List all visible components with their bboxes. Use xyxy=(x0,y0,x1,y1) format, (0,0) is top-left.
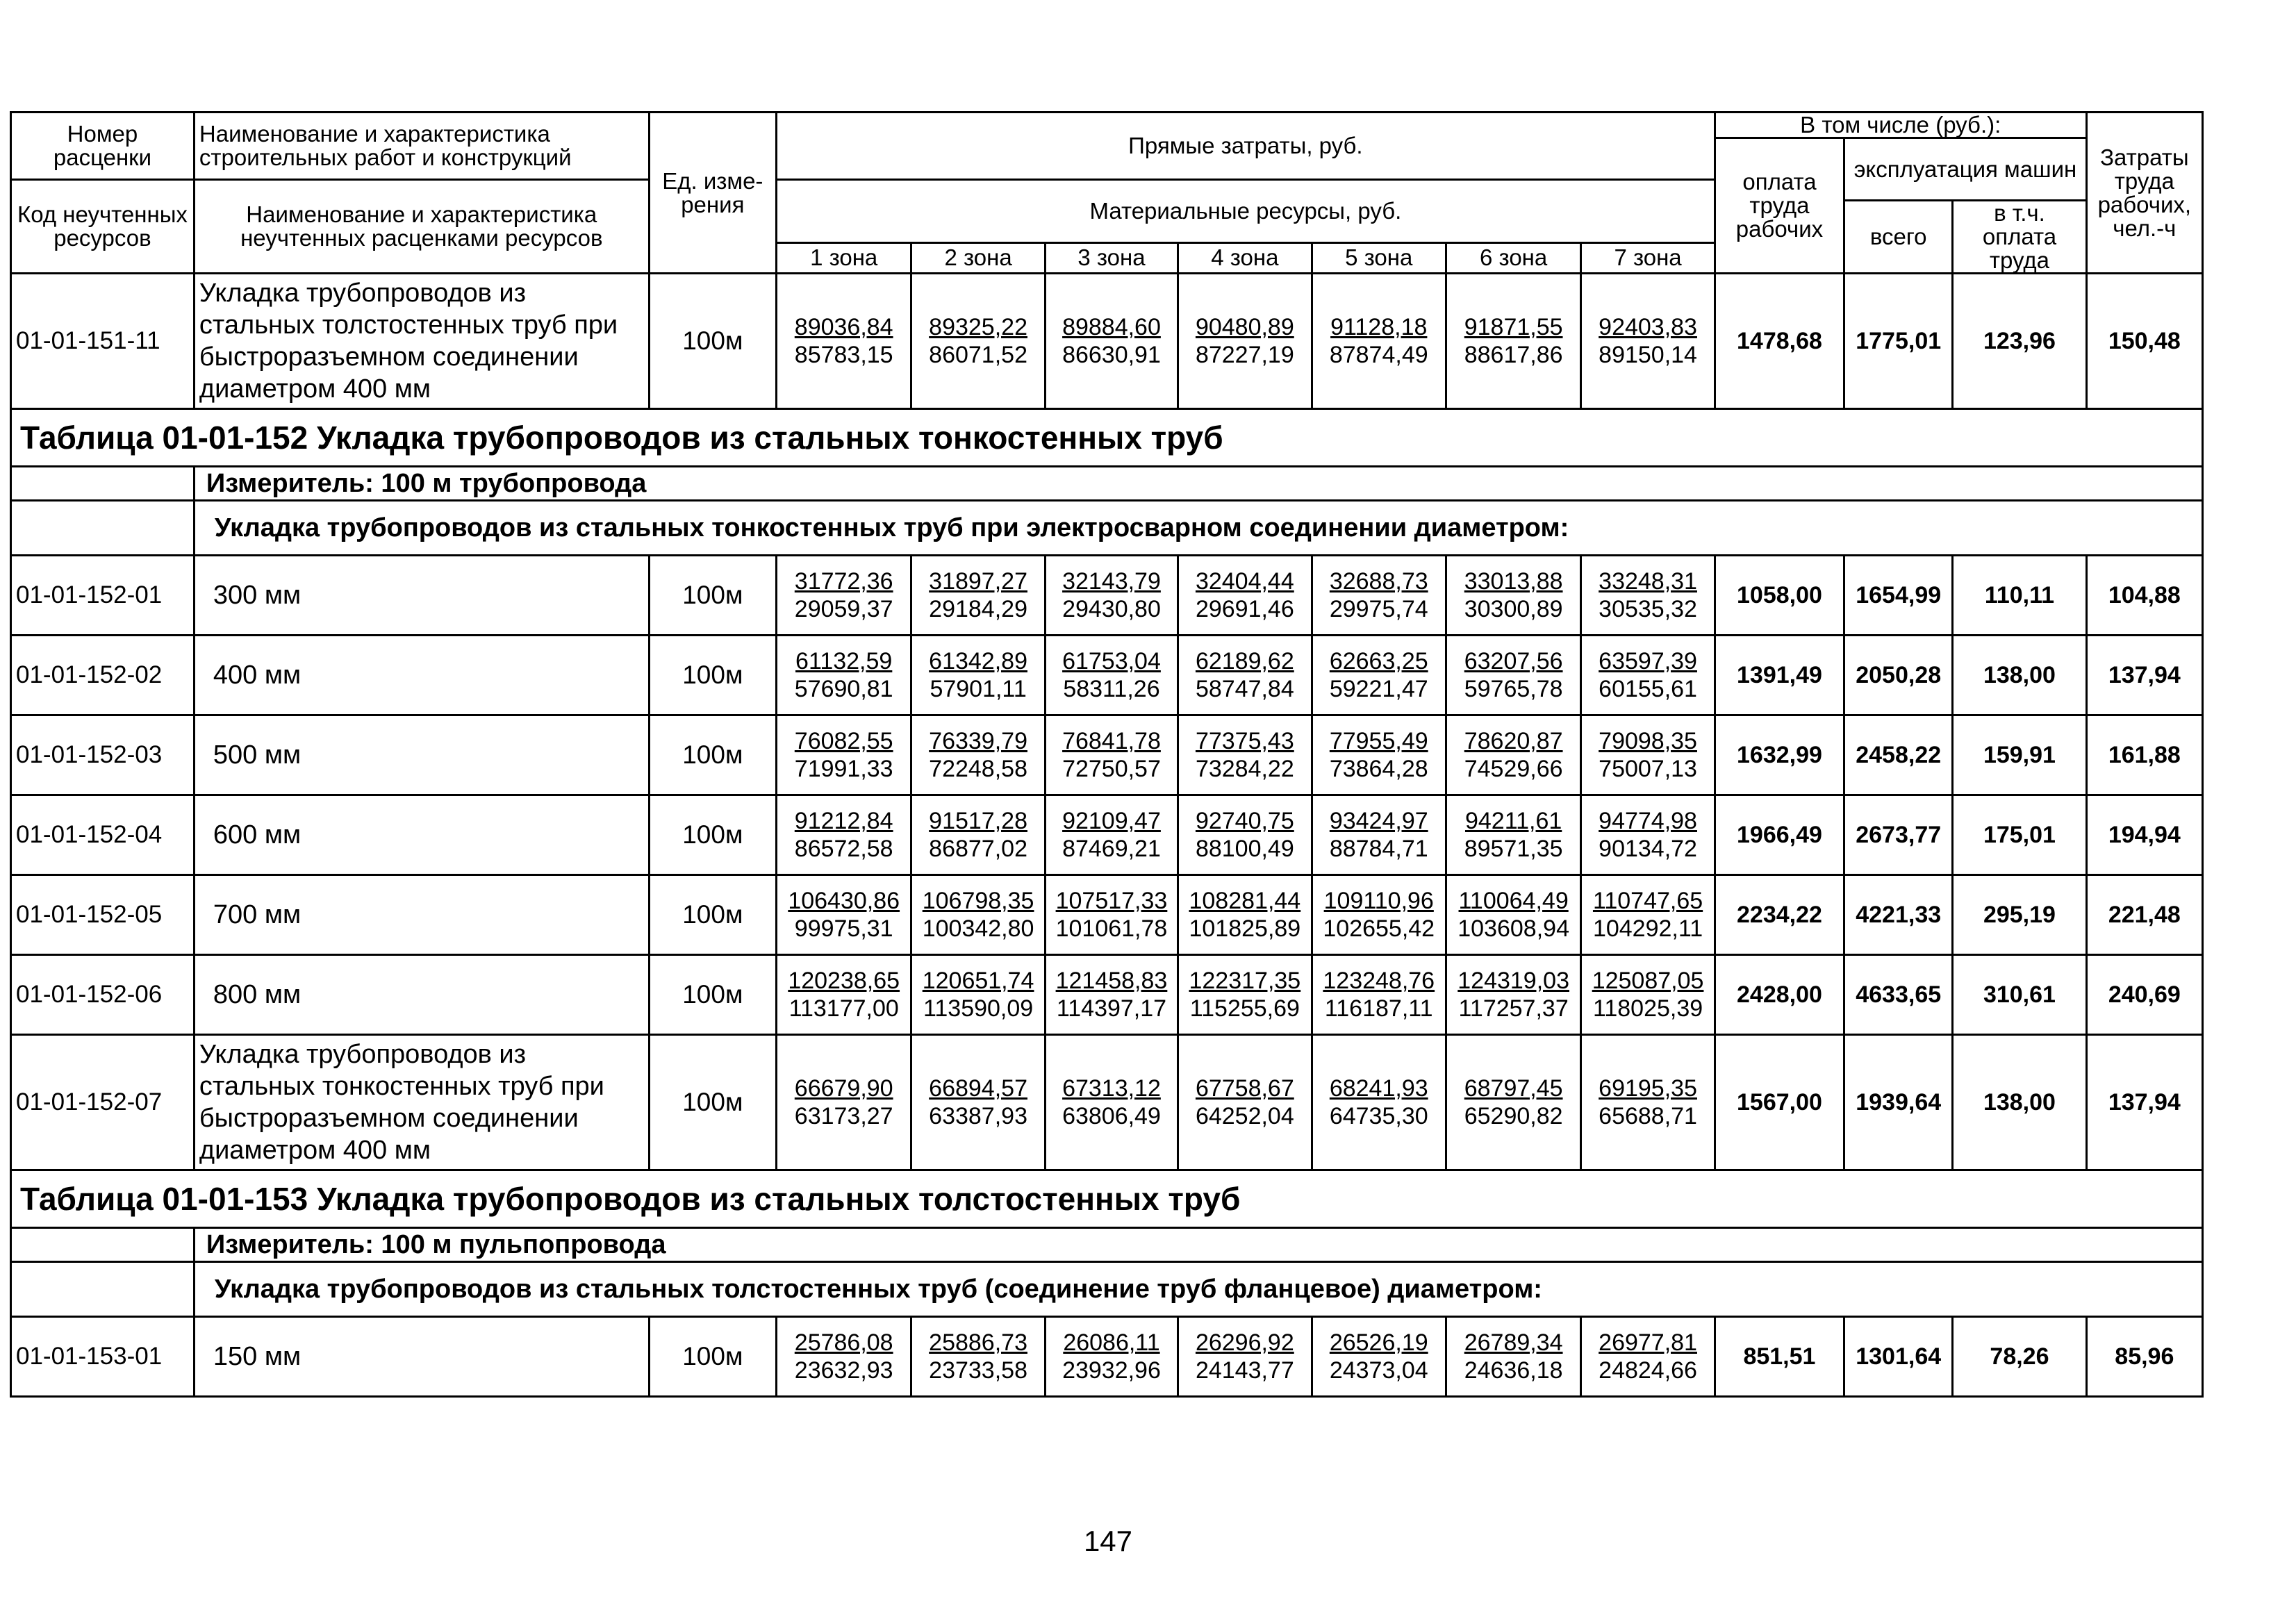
vtch-value: 138,00 xyxy=(1953,1035,2086,1170)
oplata-value: 1966,49 xyxy=(1715,795,1844,875)
header-zone-4: 4 зона xyxy=(1178,242,1312,273)
zone-6-cost: 63207,56 59765,78 xyxy=(1446,636,1580,715)
header-materialnye: Материальные ресурсы, руб. xyxy=(776,180,1715,243)
header-ekspluataciya: эксплуатация машин xyxy=(1844,138,2087,201)
zone-2-cost: 89325,22 86071,52 xyxy=(911,274,1045,409)
header-zone-5: 5 зона xyxy=(1312,242,1446,273)
zone-7-cost: 94774,98 90134,72 xyxy=(1581,795,1715,875)
zone-3-cost: 76841,78 72750,57 xyxy=(1045,715,1178,795)
zatraty-value: 137,94 xyxy=(2086,1035,2202,1170)
vtch-value: 78,26 xyxy=(1953,1317,2086,1397)
zone-5-cost: 62663,25 59221,47 xyxy=(1312,636,1446,715)
vtch-value: 175,01 xyxy=(1953,795,2086,875)
zone-5-cost: 77955,49 73864,28 xyxy=(1312,715,1446,795)
zone-5-cost: 26526,19 24373,04 xyxy=(1312,1317,1446,1397)
rate-name: 800 мм xyxy=(194,955,649,1035)
vsego-value: 1939,64 xyxy=(1844,1035,1953,1170)
rates-table xyxy=(10,111,2204,1398)
table-row xyxy=(11,955,2203,1035)
zatraty-value: 137,94 xyxy=(2086,636,2202,715)
vtch-value: 123,96 xyxy=(1953,274,2086,409)
empty-cell xyxy=(11,1228,195,1262)
rate-name: 700 мм xyxy=(194,875,649,955)
page-number: 147 xyxy=(1083,1525,1133,1557)
rate-name: 300 мм xyxy=(194,556,649,636)
header-zone-7: 7 зона xyxy=(1581,242,1715,273)
zone-3-cost: 67313,12 63806,49 xyxy=(1045,1035,1178,1170)
header-naimenovanie-rabot: Наименование и характеристика строительных работ и конструкций xyxy=(194,113,649,180)
rate-code: 01-01-151-11 xyxy=(11,274,195,409)
zone-6-cost: 68797,45 65290,82 xyxy=(1446,1035,1580,1170)
header-zatraty-truda: Затраты труда рабочих, чел.-ч xyxy=(2086,113,2202,274)
rate-unit: 100м xyxy=(649,955,776,1035)
vsego-value: 2050,28 xyxy=(1844,636,1953,715)
header-oplata-truda: оплата труда рабочих xyxy=(1715,138,1844,274)
table-row xyxy=(11,1317,2203,1397)
zone-2-cost: 25886,73 23733,58 xyxy=(911,1317,1045,1397)
zatraty-value: 240,69 xyxy=(2086,955,2202,1035)
rate-name: Укладка трубопроводов из стальных тонкостенных труб при быстроразъемном соединении диаметром 400 мм xyxy=(194,1035,649,1170)
zatraty-value: 150,48 xyxy=(2086,274,2202,409)
vtch-value: 159,91 xyxy=(1953,715,2086,795)
zone-6-cost: 94211,61 89571,35 xyxy=(1446,795,1580,875)
zone-4-cost: 108281,44 101825,89 xyxy=(1178,875,1312,955)
zone-1-cost: 25786,08 23632,93 xyxy=(776,1317,911,1397)
zatraty-value: 194,94 xyxy=(2086,795,2202,875)
rate-unit: 100м xyxy=(649,1317,776,1397)
rate-name: Укладка трубопроводов из стальных толстостенных труб при быстроразъемном соединении диаметром 400 мм xyxy=(194,274,649,409)
zone-6-cost: 110064,49 103608,94 xyxy=(1446,875,1580,955)
rate-code: 01-01-152-02 xyxy=(11,636,195,715)
zone-3-cost: 92109,47 87469,21 xyxy=(1045,795,1178,875)
zone-2-cost: 120651,74 113590,09 xyxy=(911,955,1045,1035)
header-nomer-rascenki: Номер расценки xyxy=(11,113,195,180)
zone-4-cost: 77375,43 73284,22 xyxy=(1178,715,1312,795)
zone-1-cost: 89036,84 85783,15 xyxy=(776,274,911,409)
vsego-value: 2673,77 xyxy=(1844,795,1953,875)
zone-4-cost: 67758,67 64252,04 xyxy=(1178,1035,1312,1170)
oplata-value: 2234,22 xyxy=(1715,875,1844,955)
rate-code: 01-01-153-01 xyxy=(11,1317,195,1397)
header-v-tom-chisle: В том числе (руб.): xyxy=(1715,113,2086,138)
zone-4-cost: 92740,75 88100,49 xyxy=(1178,795,1312,875)
zone-3-cost: 107517,33 101061,78 xyxy=(1045,875,1178,955)
rate-code: 01-01-152-05 xyxy=(11,875,195,955)
header-vsego: всего xyxy=(1844,201,1953,274)
header-zone-3: 3 зона xyxy=(1045,242,1178,273)
vtch-value: 110,11 xyxy=(1953,556,2086,636)
table-row xyxy=(11,715,2203,795)
header-kod-resursov: Код неучтенных ресурсов xyxy=(11,180,195,274)
table-152-izmeritel: Измеритель: 100 м трубопровода xyxy=(194,467,2202,501)
rate-code: 01-01-152-04 xyxy=(11,795,195,875)
rate-unit: 100м xyxy=(649,1035,776,1170)
zone-4-cost: 62189,62 58747,84 xyxy=(1178,636,1312,715)
zone-6-cost: 124319,03 117257,37 xyxy=(1446,955,1580,1035)
zone-1-cost: 120238,65 113177,00 xyxy=(776,955,911,1035)
table-153-title: Таблица 01-01-153 Укладка трубопроводов из стальных толстостенных труб xyxy=(11,1170,2203,1228)
zone-1-cost: 61132,59 57690,81 xyxy=(776,636,911,715)
header-pryamye-zatraty: Прямые затраты, руб. xyxy=(776,113,1715,180)
vtch-value: 138,00 xyxy=(1953,636,2086,715)
rate-unit: 100м xyxy=(649,556,776,636)
vsego-value: 4633,65 xyxy=(1844,955,1953,1035)
rate-code: 01-01-152-06 xyxy=(11,955,195,1035)
table-row xyxy=(11,795,2203,875)
table-152-group: Укладка трубопроводов из стальных тонкостенных труб при электросварном соединении диаметром: xyxy=(194,501,2202,556)
table-153-group: Укладка трубопроводов из стальных толстостенных труб (соединение труб фланцевое) диаметром: xyxy=(194,1262,2202,1317)
header-v-t-ch: в т.ч. оплата труда xyxy=(1953,201,2086,274)
zatraty-value: 85,96 xyxy=(2086,1317,2202,1397)
zone-2-cost: 61342,89 57901,11 xyxy=(911,636,1045,715)
zone-7-cost: 26977,81 24824,66 xyxy=(1581,1317,1715,1397)
zone-4-cost: 26296,92 24143,77 xyxy=(1178,1317,1312,1397)
zatraty-value: 221,48 xyxy=(2086,875,2202,955)
table-row xyxy=(11,636,2203,715)
zone-5-cost: 32688,73 29975,74 xyxy=(1312,556,1446,636)
header-naimenovanie-resursov: Наименование и характеристика неучтенных расценками ресурсов xyxy=(194,180,649,274)
table-row xyxy=(11,556,2203,636)
zone-6-cost: 33013,88 30300,89 xyxy=(1446,556,1580,636)
zone-2-cost: 66894,57 63387,93 xyxy=(911,1035,1045,1170)
table-152-title: Таблица 01-01-152 Укладка трубопроводов из стальных тонкостенных труб xyxy=(11,409,2203,467)
zone-7-cost: 92403,83 89150,14 xyxy=(1581,274,1715,409)
vsego-value: 4221,33 xyxy=(1844,875,1953,955)
zone-7-cost: 69195,35 65688,71 xyxy=(1581,1035,1715,1170)
oplata-value: 1632,99 xyxy=(1715,715,1844,795)
rate-name: 400 мм xyxy=(194,636,649,715)
zone-6-cost: 26789,34 24636,18 xyxy=(1446,1317,1580,1397)
zone-5-cost: 123248,76 116187,11 xyxy=(1312,955,1446,1035)
zone-7-cost: 63597,39 60155,61 xyxy=(1581,636,1715,715)
zone-4-cost: 122317,35 115255,69 xyxy=(1178,955,1312,1035)
zone-1-cost: 106430,86 99975,31 xyxy=(776,875,911,955)
empty-cell xyxy=(11,467,195,501)
zone-5-cost: 93424,97 88784,71 xyxy=(1312,795,1446,875)
vsego-value: 1654,99 xyxy=(1844,556,1953,636)
zone-3-cost: 32143,79 29430,80 xyxy=(1045,556,1178,636)
zone-7-cost: 79098,35 75007,13 xyxy=(1581,715,1715,795)
zone-3-cost: 89884,60 86630,91 xyxy=(1045,274,1178,409)
table-row xyxy=(11,274,2203,409)
zatraty-value: 104,88 xyxy=(2086,556,2202,636)
header-zone-2: 2 зона xyxy=(911,242,1045,273)
rate-code: 01-01-152-03 xyxy=(11,715,195,795)
empty-cell xyxy=(11,501,195,556)
vtch-value: 295,19 xyxy=(1953,875,2086,955)
vsego-value: 2458,22 xyxy=(1844,715,1953,795)
table-153-izmeritel: Измеритель: 100 м пульпопровода xyxy=(194,1228,2202,1262)
zone-4-cost: 32404,44 29691,46 xyxy=(1178,556,1312,636)
vsego-value: 1775,01 xyxy=(1844,274,1953,409)
zone-2-cost: 76339,79 72248,58 xyxy=(911,715,1045,795)
oplata-value: 1391,49 xyxy=(1715,636,1844,715)
rate-name: 150 мм xyxy=(194,1317,649,1397)
table-row xyxy=(11,875,2203,955)
zone-7-cost: 125087,05 118025,39 xyxy=(1581,955,1715,1035)
oplata-value: 1058,00 xyxy=(1715,556,1844,636)
oplata-value: 851,51 xyxy=(1715,1317,1844,1397)
zone-7-cost: 33248,31 30535,32 xyxy=(1581,556,1715,636)
zone-6-cost: 78620,87 74529,66 xyxy=(1446,715,1580,795)
table-row xyxy=(11,1035,2203,1170)
zone-6-cost: 91871,55 88617,86 xyxy=(1446,274,1580,409)
rate-code: 01-01-152-01 xyxy=(11,556,195,636)
header-zone-6: 6 зона xyxy=(1446,242,1580,273)
rate-unit: 100м xyxy=(649,274,776,409)
zone-1-cost: 66679,90 63173,27 xyxy=(776,1035,911,1170)
zone-3-cost: 26086,11 23932,96 xyxy=(1045,1317,1178,1397)
rate-name: 500 мм xyxy=(194,715,649,795)
zone-2-cost: 106798,35 100342,80 xyxy=(911,875,1045,955)
zone-2-cost: 91517,28 86877,02 xyxy=(911,795,1045,875)
zone-4-cost: 90480,89 87227,19 xyxy=(1178,274,1312,409)
zone-7-cost: 110747,65 104292,11 xyxy=(1581,875,1715,955)
header-zone-1: 1 зона xyxy=(776,242,911,273)
zone-3-cost: 61753,04 58311,26 xyxy=(1045,636,1178,715)
rate-name: 600 мм xyxy=(194,795,649,875)
empty-cell xyxy=(11,1262,195,1317)
oplata-value: 1478,68 xyxy=(1715,274,1844,409)
zone-3-cost: 121458,83 114397,17 xyxy=(1045,955,1178,1035)
rate-unit: 100м xyxy=(649,875,776,955)
rate-unit: 100м xyxy=(649,795,776,875)
zone-1-cost: 31772,36 29059,37 xyxy=(776,556,911,636)
oplata-value: 1567,00 xyxy=(1715,1035,1844,1170)
header-ed-izmereniya: Ед. изме-рения xyxy=(649,113,776,274)
zone-1-cost: 76082,55 71991,33 xyxy=(776,715,911,795)
rate-unit: 100м xyxy=(649,715,776,795)
rate-code: 01-01-152-07 xyxy=(11,1035,195,1170)
rate-unit: 100м xyxy=(649,636,776,715)
zatraty-value: 161,88 xyxy=(2086,715,2202,795)
vtch-value: 310,61 xyxy=(1953,955,2086,1035)
zone-5-cost: 109110,96 102655,42 xyxy=(1312,875,1446,955)
zone-2-cost: 31897,27 29184,29 xyxy=(911,556,1045,636)
zone-5-cost: 68241,93 64735,30 xyxy=(1312,1035,1446,1170)
zone-5-cost: 91128,18 87874,49 xyxy=(1312,274,1446,409)
zone-1-cost: 91212,84 86572,58 xyxy=(776,795,911,875)
vsego-value: 1301,64 xyxy=(1844,1317,1953,1397)
oplata-value: 2428,00 xyxy=(1715,955,1844,1035)
